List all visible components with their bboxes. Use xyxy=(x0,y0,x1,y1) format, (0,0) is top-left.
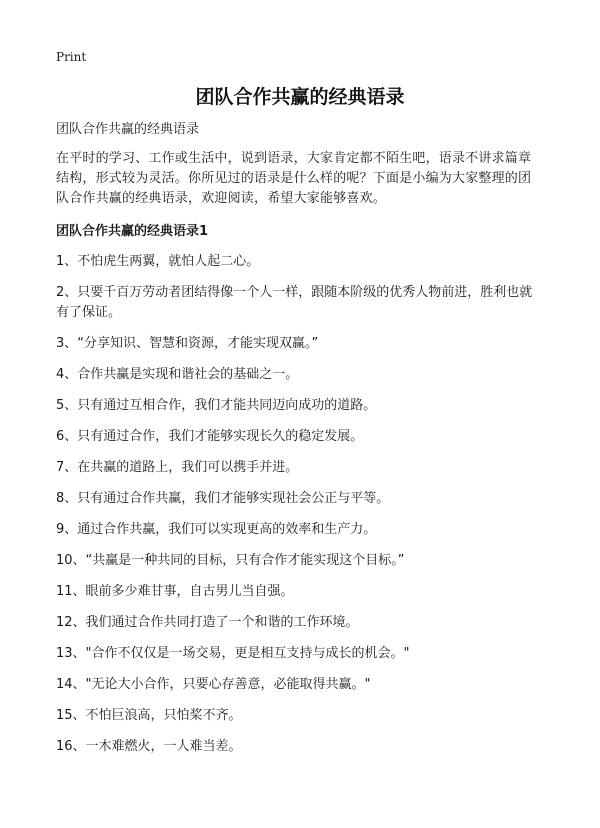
print-link[interactable]: Print xyxy=(56,50,87,64)
quote-item-7: 7、在共赢的道路上，我们可以携手并进。 xyxy=(56,460,299,475)
quote-item-5: 5、只有通过互相合作，我们才能共同迈向成功的道路。 xyxy=(56,398,377,413)
quote-item-8: 8、只有通过合作共赢，我们才能够实现社会公正与平等。 xyxy=(56,491,390,506)
quote-item-11: 11、眼前多少难甘事，自古男儿当自强。 xyxy=(56,584,294,599)
quote-item-12: 12、我们通过合作共同打造了一个和谐的工作环境。 xyxy=(56,615,359,630)
page-title: 团队合作共赢的经典语录 xyxy=(195,86,405,108)
section-heading: 团队合作共赢的经典语录1 xyxy=(56,224,209,239)
quote-item-9: 9、通过合作共赢，我们可以实现更高的效率和生产力。 xyxy=(56,522,377,537)
quote-item-2: 2、只要千百万劳动者团结得像一个人一样，跟随本阶级的优秀人物前进，胜利也就有了保证。 xyxy=(56,285,533,320)
quote-item-3: 3、“分享知识、智慧和资源，才能实现双赢。” xyxy=(56,336,319,351)
quote-item-14: 14、"无论大小合作，只要心存善意，必能取得共赢。" xyxy=(56,677,371,692)
quote-list xyxy=(56,252,544,757)
quote-item-15: 15、不怕巨浪高，只怕桨不齐。 xyxy=(56,708,242,723)
document-subtitle: 团队合作共赢的经典语录 xyxy=(56,122,200,137)
quote-item-4: 4、合作共赢是实现和谐社会的基础之一。 xyxy=(56,367,299,382)
quote-item-1: 1、不怕虎生两翼，就怕人起二心。 xyxy=(56,254,260,269)
quote-item-13: 13、"合作不仅仅是一场交易，更是相互支持与成长的机会。" xyxy=(56,646,410,661)
quote-item-16: 16、一木难燃火，一人难当差。 xyxy=(56,739,242,754)
intro-paragraph: 在平时的学习、工作或生活中，说到语录，大家肯定都不陌生吧，语录不讲求篇章结构，形式较为灵活。你所见过的语录是什么样的呢？下面是小编为大家整理的团队合作共赢的经典语录，欢迎阅读，希望大家能够喜欢。 xyxy=(56,151,532,206)
quote-item-10: 10、“共赢是一种共同的目标，只有合作才能实现这个目标。” xyxy=(56,553,405,568)
quote-item-6: 6、只有通过合作，我们才能够实现长久的稳定发展。 xyxy=(56,429,364,444)
